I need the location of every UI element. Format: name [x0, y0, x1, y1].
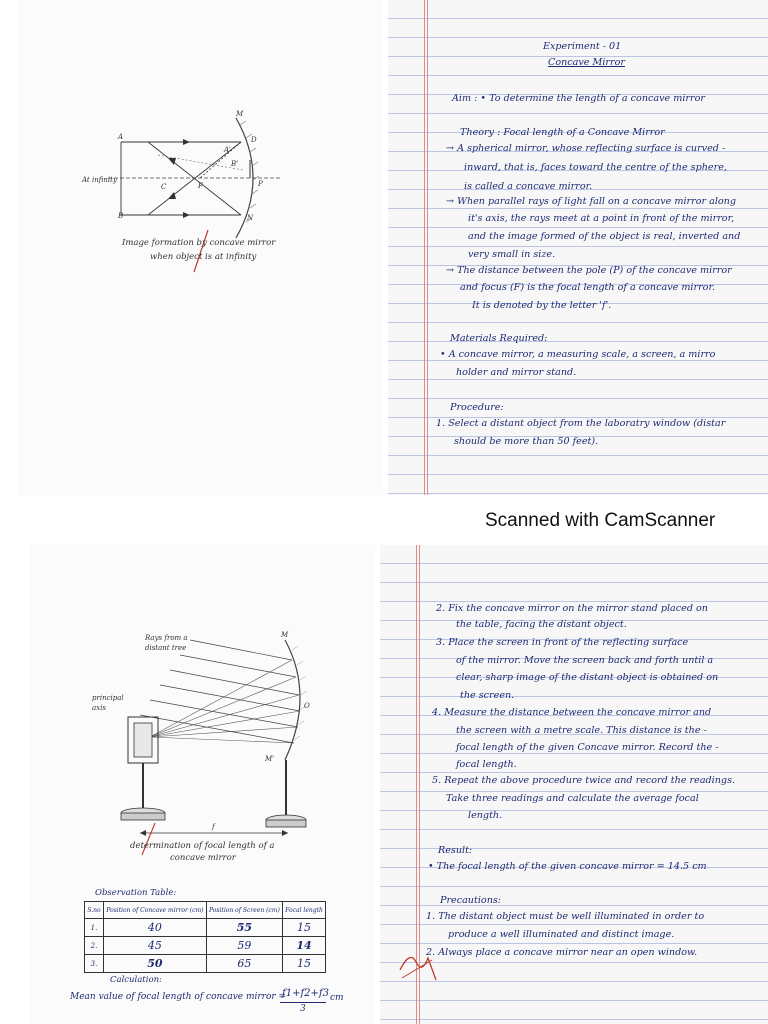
table-cell: 14 [283, 937, 326, 955]
label-b-image: B' [231, 160, 239, 168]
table-cell: 1. [85, 919, 104, 937]
table-row [85, 937, 326, 955]
label-f: f [212, 823, 215, 831]
procedure-line: 2. Fix the concave mirror on the mirror stand placed on [436, 603, 708, 614]
precaution-line: produce a well illuminated and distinct image. [448, 929, 675, 940]
precautions-heading: Precautions: [440, 895, 502, 906]
label-a-image: A' [224, 146, 231, 154]
theory-line: → The distance between the pole (P) of the concave mirror [446, 265, 732, 276]
red-signature-mark [392, 940, 452, 990]
label-m: M [236, 110, 244, 118]
table-cell: 65 [206, 955, 282, 973]
formula-denominator: 3 [300, 1004, 306, 1014]
precaution-line: 2. Always place a concave mirror near an open window. [426, 947, 698, 958]
table-cell: 40 [104, 919, 207, 937]
label-m: M [281, 631, 289, 639]
theory-line: and the image formed of the object is real, inverted and [468, 231, 741, 242]
procedure-line: clear, sharp image of the distant object is obtained on [456, 672, 719, 683]
page-diagram-infinity [18, 0, 383, 495]
theory-line: → A spherical mirror, whose reflecting surface is curved - [446, 143, 726, 154]
table-header: Position of Screen (cm) [206, 902, 282, 919]
procedure-line: focal length. [456, 759, 517, 770]
label-o: O [304, 702, 310, 710]
label-n: N [247, 214, 254, 222]
label-f: F [198, 182, 203, 190]
caption-line-2: when object is at infinity [150, 252, 257, 262]
label-principal-axis: principal axis [92, 694, 124, 712]
table-row [85, 955, 326, 973]
procedure-line: Take three readings and calculate the average focal [446, 793, 699, 804]
procedure-line: length. [468, 810, 503, 821]
procedure-line: the table, facing the distant object. [456, 619, 627, 630]
procedure-line: 5. Repeat the above procedure twice and record the readings. [432, 775, 736, 786]
table-cell: 3. [85, 955, 104, 973]
label-d: D [251, 136, 257, 144]
theory-line: inward, that is, faces toward the centre of the sphere, [464, 162, 727, 173]
page-procedure [380, 545, 768, 1024]
table-header: S.no [85, 902, 104, 919]
observation-heading: Observation Table: [95, 888, 177, 898]
theory-line: it's axis, the rays meet at a point in front of the mirror, [468, 213, 735, 224]
diagram-caption-line-2: concave mirror [170, 853, 236, 863]
theory-line: → When parallel rays of light fall on a concave mirror along [446, 196, 737, 207]
table-cell: 15 [283, 955, 326, 973]
table-cell: 15 [283, 919, 326, 937]
camscanner-banner: Scanned with CamScanner [485, 510, 716, 531]
materials-heading: Materials Required: [450, 333, 548, 344]
formula-bar [280, 1002, 326, 1003]
precaution-line: 1. The distant object must be well illuminated in order to [426, 911, 705, 922]
calculation-heading: Calculation: [110, 975, 162, 985]
procedure-line: 1. Select a distant object from the laboratry window (distar [436, 418, 726, 429]
table-cell: 50 [104, 955, 207, 973]
table-header: Focal length [283, 902, 326, 919]
theory-line: very small in size. [468, 249, 556, 260]
margin-line [424, 0, 425, 495]
mean-value-text: Mean value of focal length of concave mirror = [70, 992, 287, 1002]
experiment-subtitle: Concave Mirror [548, 57, 625, 68]
table-cell: 2. [85, 937, 104, 955]
theory-heading: Theory : Focal length of a Concave Mirror [460, 127, 665, 138]
page-diagram-focal [30, 545, 375, 1024]
theory-line: and focus (F) is the focal length of a concave mirror. [460, 282, 716, 293]
theory-line: is called a concave mirror. [464, 181, 593, 192]
result-text: • The focal length of the given concave mirror = 14.5 cm [428, 861, 707, 872]
aim-text: Aim : • To determine the length of a concave mirror [452, 93, 705, 104]
procedure-line: should be more than 50 feet). [454, 436, 599, 447]
theory-line: It is denoted by the letter 'f'. [472, 300, 612, 311]
procedure-line: focal length of the given Concave mirror. Record the - [456, 742, 719, 753]
formula-unit: cm [330, 993, 344, 1003]
table-row [85, 919, 326, 937]
formula-numerator: f1+f2+f3 [282, 988, 329, 999]
table-cell: 55 [206, 919, 282, 937]
label-at-infinity: At infinity [82, 176, 117, 184]
procedure-line: 4. Measure the distance between the concave mirror and [432, 707, 712, 718]
procedure-line: the screen. [460, 690, 515, 701]
table-cell: 59 [206, 937, 282, 955]
label-rays-tree: Rays from a distant tree [145, 634, 188, 652]
materials-line: holder and mirror stand. [456, 367, 577, 378]
result-heading: Result: [438, 845, 473, 856]
label-m-prime: M' [265, 755, 275, 763]
table-header-row [85, 902, 326, 919]
table-header: Position of Concave mirror (cm) [104, 902, 207, 919]
procedure-line: the screen with a metre scale. This distance is the - [456, 725, 707, 736]
label-a: A [118, 133, 124, 141]
label-c: C [161, 183, 167, 191]
label-p: P [258, 180, 263, 188]
experiment-title: Experiment - 01 [543, 41, 622, 52]
procedure-heading: Procedure: [450, 402, 504, 413]
page-theory [388, 0, 768, 495]
observation-table [84, 901, 326, 973]
materials-line: • A concave mirror, a measuring scale, a screen, a mirro [440, 349, 716, 360]
table-cell: 45 [104, 937, 207, 955]
procedure-line: 3. Place the screen in front of the reflecting surface [436, 637, 689, 648]
caption-line-1: Image formation by concave mirror [122, 238, 276, 248]
diagram-caption-line-1: determination of focal length of a [130, 841, 275, 851]
procedure-line: of the mirror. Move the screen back and forth until a [456, 655, 714, 666]
label-b: B [118, 212, 124, 220]
margin-line [427, 0, 428, 495]
